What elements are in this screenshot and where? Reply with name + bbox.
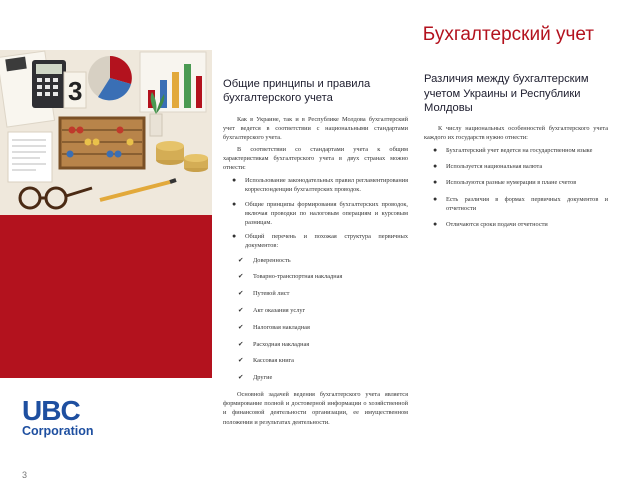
bullet-dot-icon: ●	[433, 219, 438, 228]
bullet-dot-icon: ●	[433, 145, 438, 154]
list-item-text: Использование законодательных правил регламентирования корреспонденции бухгалтерских проводок.	[245, 177, 408, 194]
list-item-text: Товарно-транспортная накладная	[253, 273, 343, 281]
checkmark-icon: ✔	[238, 255, 244, 264]
list-item-text: Бухгалтерский учет ведется на государственном языке	[446, 146, 593, 154]
list-item	[424, 162, 608, 171]
list-item-text: Путевой лист	[253, 290, 290, 298]
checkmark-icon: ✔	[238, 272, 244, 281]
list-item-text: Акт оказания услуг	[253, 307, 306, 315]
list-item-text: Общие принципы формирования бухгалтерских проводок, включая проводки по налоговым операциям и курсовым разницам.	[245, 200, 408, 227]
checkmark-icon: ✔	[238, 356, 244, 365]
bullet-dot-icon: ●	[232, 176, 237, 185]
list-item	[235, 373, 408, 382]
right-paragraph: К числу национальных особенностей бухгалтерского учета каждого их государств нужно отнести:	[424, 124, 608, 141]
list-item-text: Кассовая книга	[253, 357, 294, 365]
bullet-dot-icon: ●	[433, 178, 438, 187]
checkmark-icon: ✔	[238, 289, 244, 298]
list-item	[235, 289, 408, 298]
list-item-text: Другие	[253, 374, 273, 382]
list-item	[424, 178, 608, 187]
list-item	[223, 176, 408, 194]
list-item	[235, 306, 408, 315]
list-item-text: Используются разные нумерации в плане счетов	[446, 179, 577, 187]
list-item-text: Используется национальная валюта	[446, 163, 543, 171]
list-item-text: Доверенность	[253, 256, 291, 264]
list-item-text: Налоговая накладная	[253, 323, 310, 331]
list-item	[235, 323, 408, 332]
list-item	[223, 232, 408, 250]
accounting-illustration-drawing	[0, 50, 212, 215]
middle-paragraph-1: Как в Украине, так и в Республике Молдова бухгалтерский учет ведется в соответствии с национальными стандартами бухгалтерского учета.	[223, 116, 408, 142]
middle-heading: Общие принципы и правила бухгалтерского учета	[223, 78, 371, 104]
middle-paragraph-2: В соответствии со стандартами учета к общим характеристикам бухгалтерского учета в двух странах можно отнести:	[223, 145, 408, 172]
logo-brand: UBC	[22, 395, 80, 426]
red-accent-block	[0, 215, 212, 378]
list-item-text: Отличаются сроки подачи отчетности	[446, 220, 548, 228]
bullet-dot-icon: ●	[232, 199, 237, 208]
checkmark-icon: ✔	[238, 306, 244, 315]
list-item	[235, 272, 408, 281]
list-item	[235, 340, 408, 349]
list-item	[223, 200, 408, 228]
bullet-dot-icon: ●	[433, 194, 438, 203]
svg-text:3: 3	[68, 76, 83, 106]
list-item	[235, 356, 408, 365]
list-item-text: Общий перечень и похожая структура первичных документов:	[245, 233, 408, 250]
middle-paragraph-3: Основной задачей ведения бухгалтерского учета является формирование полной и достоверной информации о хозяйственной и финансовой деятельности организации, ее имущественном положении и результатах деятельности.	[223, 391, 408, 426]
right-column	[424, 72, 608, 236]
bullet-dot-icon: ●	[232, 232, 237, 241]
right-heading: Различия между бухгалтерским учетом Украины и Республики Молдовы	[424, 73, 589, 114]
list-item	[235, 256, 408, 265]
company-logo	[22, 395, 132, 438]
middle-column	[223, 78, 408, 429]
list-item	[424, 146, 608, 155]
list-item	[424, 220, 608, 229]
documents-checklist	[235, 256, 408, 383]
logo-tagline: Corporation	[22, 424, 94, 438]
page-number: 3	[22, 470, 28, 480]
bullet-dot-icon: ●	[433, 162, 438, 171]
list-item-text: Расходная накладная	[253, 340, 310, 348]
checkmark-icon: ✔	[238, 322, 244, 331]
accounting-illustration	[0, 50, 212, 215]
slide-title: Бухгалтерский учет	[422, 24, 594, 45]
list-item	[424, 195, 608, 213]
list-item-text: Есть различия в формах первичных документов и отчетности	[446, 195, 608, 212]
checkmark-icon: ✔	[238, 373, 244, 382]
middle-bullet-list	[223, 176, 408, 250]
checkmark-icon: ✔	[238, 339, 244, 348]
right-bullet-list	[424, 146, 608, 229]
